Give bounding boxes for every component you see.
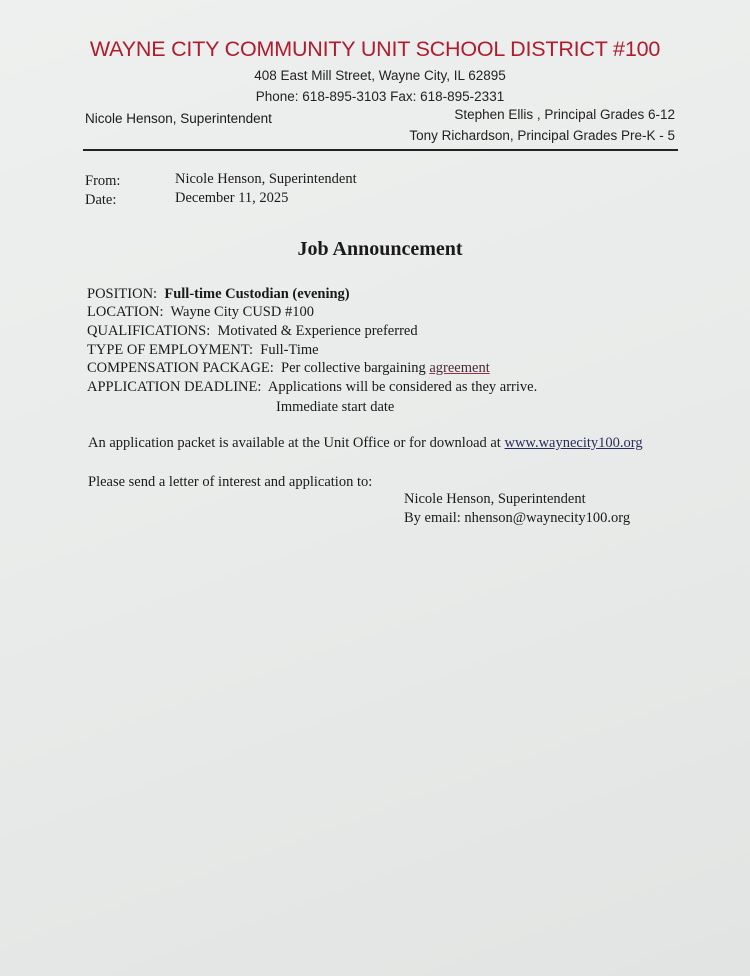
send-instructions: Please send a letter of interest and application to: (88, 474, 373, 490)
district-phone-fax: Phone: 618-895-3103 Fax: 618-895-2331 (255, 89, 505, 104)
date-value: December 11, 2025 (175, 190, 289, 206)
position-value: Full-time Custodian (evening) (164, 286, 350, 302)
deadline-note: Immediate start date (276, 399, 395, 415)
location-line (87, 305, 314, 320)
header-principal-6-12: Stephen Ellis , Principal Grades 6-12 (454, 107, 675, 122)
page-title: Job Announcement (297, 238, 463, 260)
deadline-value: Applications will be considered as they arrive. (267, 379, 538, 395)
packet-line (88, 436, 643, 451)
website-link[interactable]: www.waynecity100.org (504, 435, 643, 451)
qualifications-label: QUALIFICATIONS: (87, 323, 211, 339)
agreement-link[interactable]: agreement (429, 360, 490, 376)
location-label: LOCATION: (87, 304, 164, 320)
date-label: Date: (85, 192, 117, 208)
qualifications-value: Motivated & Experience preferred (217, 323, 418, 339)
compensation-line (87, 361, 490, 376)
packet-text: An application packet is available at the Unit Office or for download at (88, 435, 501, 451)
from-label: From: (85, 173, 121, 189)
employment-label: TYPE OF EMPLOYMENT: (87, 342, 254, 358)
header-divider (83, 149, 678, 151)
employment-value: Full-Time (260, 342, 319, 358)
deadline-line (87, 380, 537, 395)
recipient-name: Nicole Henson, Superintendent (404, 491, 586, 507)
district-address: 408 East Mill Street, Wayne City, IL 62895 (254, 68, 506, 83)
deadline-label: APPLICATION DEADLINE: (87, 379, 262, 395)
from-value: Nicole Henson, Superintendent (175, 171, 357, 187)
header-principal-prek-5: Tony Richardson, Principal Grades Pre-K - 5 (409, 128, 675, 143)
employment-line (87, 343, 319, 358)
recipient-email: By email: nhenson@waynecity100.org (404, 510, 631, 526)
compensation-label: COMPENSATION PACKAGE: (87, 360, 274, 376)
location-value: Wayne City CUSD #100 (170, 304, 314, 320)
position-label: POSITION: (87, 286, 158, 302)
compensation-value: Per collective bargaining (281, 360, 426, 376)
header-superintendent: Nicole Henson, Superintendent (85, 111, 272, 126)
district-name: WAYNE CITY COMMUNITY UNIT SCHOOL DISTRICT #100 (89, 37, 661, 61)
qualifications-line (87, 324, 418, 339)
position-line (87, 287, 350, 302)
